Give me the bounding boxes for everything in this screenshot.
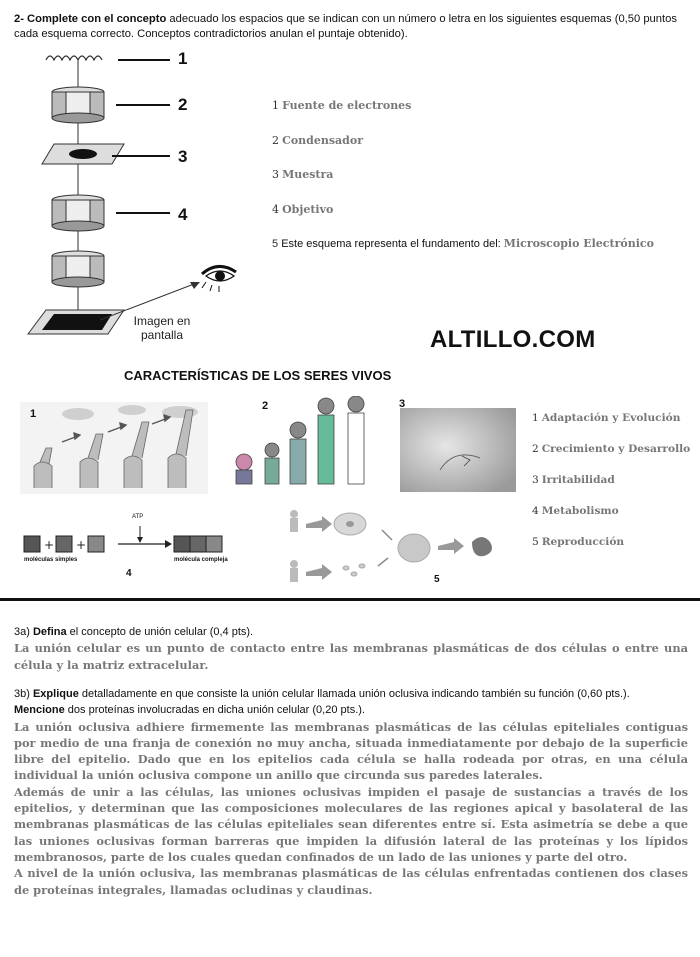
- image-number-5: 5: [434, 574, 440, 585]
- characteristic-answer-1: 1 Adaptación y Evolución: [532, 412, 681, 424]
- irritability-image: [400, 408, 516, 492]
- question-3a-prompt: 3a) Defina el concepto de unión celular (0,4 pts).: [14, 626, 254, 638]
- characteristic-answer-4: 4 Metabolismo: [532, 505, 619, 517]
- image-number-4: 4: [126, 568, 132, 579]
- characteristic-answer-2: 2 Crecimiento y Desarrollo: [532, 443, 691, 455]
- simple-molecules-label: moléculas simples: [24, 557, 78, 563]
- human-growth-image: [222, 396, 392, 492]
- screen-icon: [28, 310, 124, 334]
- eye-icon: [202, 266, 236, 292]
- question-2-instructions: [14, 12, 690, 42]
- question-3b-answer-p3: A nivel de la unión oclusiva, las membranas plasmáticas de las células enfrentadas contienen dos clases de proteínas integrales, llamadas ocludinas y claudinas.: [14, 866, 688, 897]
- specimen-plate-icon: [42, 144, 124, 164]
- microscope-answer-2: 2 Condensador: [272, 134, 363, 147]
- callout-4: 4: [178, 205, 188, 224]
- question-2-lead: 2- Complete con el concepto: [14, 13, 167, 25]
- condenser-lens-icon: [52, 87, 104, 123]
- watermark-text: ALTILLO.COM: [430, 326, 596, 353]
- metabolism-diagram: [20, 514, 250, 574]
- section-divider: [0, 598, 700, 601]
- question-3b-prompt-2: Mencione dos proteínas involucradas en dicha unión celular (0,20 pts.).: [14, 704, 365, 717]
- image-on-screen-label: Imagen en pantalla: [133, 314, 191, 342]
- svg-text:+: +: [76, 538, 87, 552]
- image-number-2: 2: [262, 400, 269, 412]
- living-beings-title: CARACTERÍSTICAS DE LOS SERES VIVOS: [124, 368, 392, 383]
- callout-1: 1: [178, 49, 188, 68]
- question-3b-answer-p1: La unión oclusiva adhiere firmemente las membranas plasmáticas de las células epiteliales contiguas por medio de una franja de conexión no muy ancha, situada inmediatamente por debajo de la superficie libre del epitelio. Dado que en los epitelios cada célula se halla rodeada por otras, en una célula individual la unión oclusiva compone un anillo que circunda sus paredes laterales.: [14, 719, 688, 783]
- characteristic-answer-5: 5 Reproducción: [532, 536, 625, 548]
- atp-label: ATP: [132, 514, 144, 520]
- svg-text:+: +: [44, 538, 55, 552]
- microscope-answer-1: 1 Fuente de electrones: [272, 99, 412, 112]
- microscope-answer-4: 4 Objetivo: [272, 203, 334, 216]
- image-number-1: 1: [30, 408, 37, 420]
- complex-molecule-label: molécula compleja: [174, 557, 228, 563]
- question-3a-answer: La unión celular es un punto de contacto entre las membranas plasmáticas de dos células o entre una célula y la matriz extracelular.: [14, 641, 688, 672]
- question-3b: [14, 686, 688, 898]
- objective-lens-icon: [52, 195, 104, 231]
- microscope-answer-3: 3 Muestra: [272, 168, 334, 181]
- reproduction-diagram: [282, 506, 514, 590]
- projector-lens-icon: [52, 251, 104, 287]
- filament-coil-icon: [46, 56, 102, 60]
- electron-microscope-diagram: [20, 48, 270, 348]
- question-3a: [14, 624, 688, 673]
- question-3b-prompt-1: 3b) Explique detalladamente en que consiste la unión celular llamada unión oclusiva indicando también su función (0,60 pts.).: [14, 688, 630, 700]
- microscope-answer-5: 5 Este esquema representa el fundamento del: Microscopio Electrónico: [272, 237, 654, 250]
- image-number-3: 3: [399, 398, 406, 410]
- question-3b-answer-p2: Además de unir a las células, las uniones oclusivas impiden el pasaje de sustancias a través de los epitelios, y determinan que las composiciones moleculares de las regiones apical y basolateral de las membranas plasmáticas de las células epiteliales sean diferentes entre sí. Esta asimetría se debe a que las uniones oclusivas forman barreras que impiden la difusión lateral de las proteínas y los lípidos membranosos, parte de los cuales quedan confinados de un lado de las uniones y parte del otro.: [14, 784, 688, 864]
- callout-3: 3: [178, 147, 188, 166]
- characteristic-answer-3: 3 Irritabilidad: [532, 474, 615, 486]
- question-2-rest: adecuado los espacios que se indican con un número o letra en los siguientes esquemas (0,50 puntos cada esquema correcto. Conceptos contradictorios anulan el puntaje obtenido).: [14, 13, 677, 40]
- giraffes-evolution-image: [20, 402, 208, 494]
- callout-2: 2: [178, 95, 188, 114]
